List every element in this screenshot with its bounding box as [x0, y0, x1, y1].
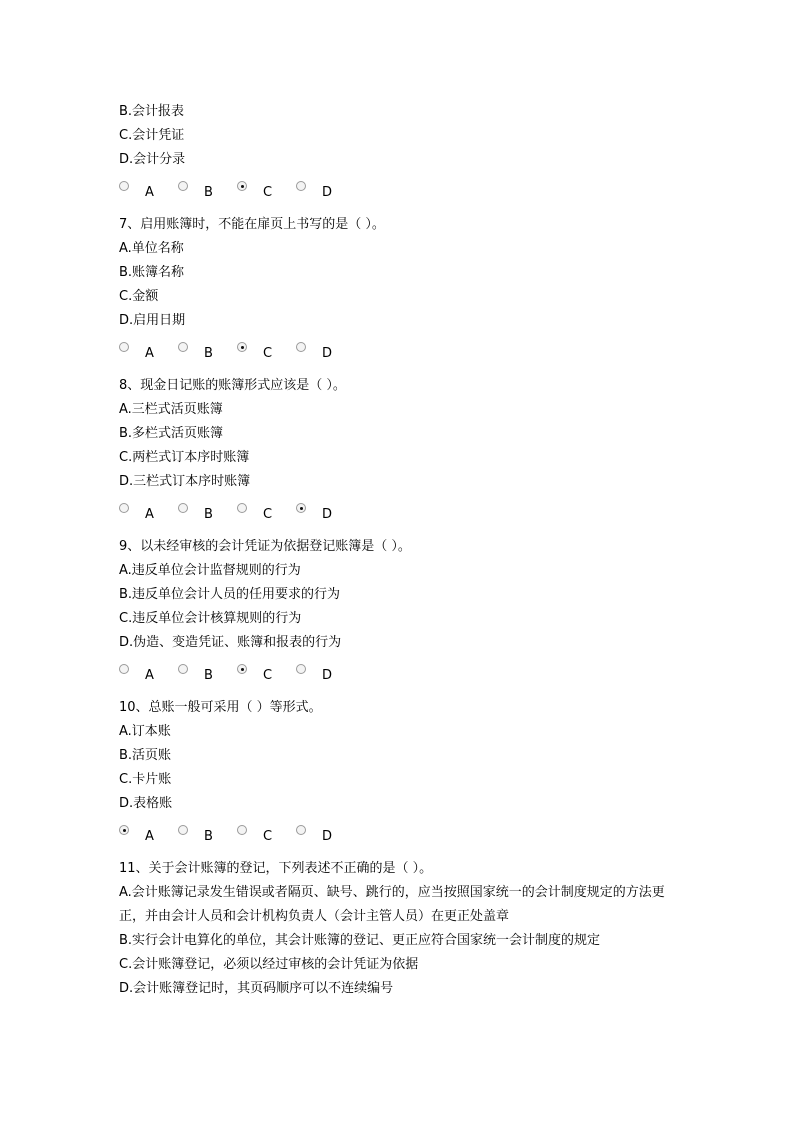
question-9-radio-option-a[interactable] — [119, 663, 159, 683]
question-6-radio-option-a[interactable] — [119, 180, 159, 200]
radio-label: B — [204, 185, 213, 200]
radio-label: B — [204, 507, 213, 522]
question-11-title: 11、关于会计账簿的登记，下列表述不正确的是（ ）。 — [119, 861, 433, 876]
question-list — [119, 100, 679, 1001]
radio-button[interactable] — [237, 664, 247, 674]
radio-button[interactable] — [119, 825, 129, 835]
radio-label: C — [263, 507, 273, 522]
question-11-option: B.实行会计电算化的单位，其会计账簿的登记、更正应符合国家统一会计制度的规定 — [119, 933, 601, 948]
question-8-radio-option-c[interactable] — [237, 502, 277, 522]
question-7-option: A.单位名称 — [119, 241, 184, 256]
radio-button[interactable] — [119, 342, 129, 352]
radio-label: A — [145, 507, 154, 522]
question-6-option: C.会计凭证 — [119, 128, 185, 143]
radio-button[interactable] — [296, 825, 306, 835]
question-7-option: C.金额 — [119, 289, 159, 304]
radio-button[interactable] — [296, 664, 306, 674]
question-9-radio-option-b[interactable] — [178, 663, 218, 683]
question-10-option: B.活页账 — [119, 748, 172, 763]
radio-button[interactable] — [178, 342, 188, 352]
question-10-radio-option-b[interactable] — [178, 824, 218, 844]
question-11-option: D.会计账簿登记时，其页码顺序可以不连续编号 — [119, 981, 394, 996]
radio-label: A — [145, 829, 154, 844]
question-8-radio-option-b[interactable] — [178, 502, 218, 522]
radio-label: A — [145, 668, 154, 683]
question-7-option: B.账簿名称 — [119, 265, 185, 280]
question-7-radio-option-c[interactable] — [237, 341, 277, 361]
radio-label: C — [263, 185, 273, 200]
radio-button[interactable] — [237, 503, 247, 513]
question-9-option: C.违反单位会计核算规则的行为 — [119, 611, 302, 626]
question-9-radio-option-d[interactable] — [296, 663, 336, 683]
question-10-radio-option-a[interactable] — [119, 824, 159, 844]
radio-button[interactable] — [119, 503, 129, 513]
question-6-option: D.会计分录 — [119, 152, 186, 167]
question-7-radio-option-a[interactable] — [119, 341, 159, 361]
question-9-title: 9、以未经审核的会计凭证为依据登记账簿是（ ）。 — [119, 539, 411, 554]
question-8-option: A.三栏式活页账簿 — [119, 402, 223, 417]
radio-button[interactable] — [237, 181, 247, 191]
question-9-option: B.违反单位会计人员的任用要求的行为 — [119, 587, 341, 602]
question-6-answer-radios — [119, 172, 679, 212]
question-8-answer-radios — [119, 494, 679, 534]
radio-button[interactable] — [296, 503, 306, 513]
radio-label: B — [204, 829, 213, 844]
radio-button[interactable] — [178, 825, 188, 835]
radio-label: B — [204, 346, 213, 361]
question-10-option: A.订本账 — [119, 724, 171, 739]
radio-label: D — [322, 829, 333, 844]
radio-label: A — [145, 346, 154, 361]
question-11-option: A.会计账簿记录发生错误或者隔页、缺号、跳行的，应当按照国家统一的会计制度规定的方法更正，并由会计人员和会计机构负责人（会计主管人员）在更正处盖章 — [119, 885, 665, 924]
question-8-option: C.两栏式订本序时账簿 — [119, 450, 250, 465]
question-6-option: B.会计报表 — [119, 104, 185, 119]
radio-button[interactable] — [237, 825, 247, 835]
radio-label: A — [145, 185, 154, 200]
question-7-option: D.启用日期 — [119, 313, 186, 328]
question-8-option: B.多栏式活页账簿 — [119, 426, 224, 441]
radio-label: D — [322, 185, 333, 200]
radio-label: C — [263, 668, 273, 683]
radio-label: D — [322, 507, 333, 522]
question-9-answer-radios — [119, 655, 679, 695]
radio-button[interactable] — [237, 342, 247, 352]
question-10-radio-option-d[interactable] — [296, 824, 336, 844]
question-9-option: D.伪造、变造凭证、账簿和报表的行为 — [119, 635, 342, 650]
question-7-radio-option-d[interactable] — [296, 341, 336, 361]
question-6-radio-option-b[interactable] — [178, 180, 218, 200]
radio-button[interactable] — [178, 181, 188, 191]
radio-button[interactable] — [119, 664, 129, 674]
question-6-radio-option-c[interactable] — [237, 180, 277, 200]
question-8-radio-option-d[interactable] — [296, 502, 336, 522]
radio-label: D — [322, 346, 333, 361]
radio-label: B — [204, 668, 213, 683]
radio-label: D — [322, 668, 333, 683]
radio-button[interactable] — [178, 503, 188, 513]
question-9-option: A.违反单位会计监督规则的行为 — [119, 563, 301, 578]
radio-label: C — [263, 346, 273, 361]
question-7-radio-option-b[interactable] — [178, 341, 218, 361]
question-10-option: C.卡片账 — [119, 772, 172, 787]
question-6-radio-option-d[interactable] — [296, 180, 336, 200]
radio-button[interactable] — [296, 181, 306, 191]
radio-button[interactable] — [119, 181, 129, 191]
radio-label: C — [263, 829, 273, 844]
question-9-radio-option-c[interactable] — [237, 663, 277, 683]
question-7-title: 7、启用账簿时，不能在扉页上书写的是（ ）。 — [119, 217, 385, 232]
question-7-answer-radios — [119, 333, 679, 373]
question-8-radio-option-a[interactable] — [119, 502, 159, 522]
question-11-option: C.会计账簿登记，必须以经过审核的会计凭证为依据 — [119, 957, 419, 972]
radio-button[interactable] — [296, 342, 306, 352]
question-10-answer-radios — [119, 816, 679, 856]
question-10-radio-option-c[interactable] — [237, 824, 277, 844]
question-8-title: 8、现金日记账的账簿形式应该是（ ）。 — [119, 378, 346, 393]
radio-button[interactable] — [178, 664, 188, 674]
question-10-title: 10、总账一般可采用（ ）等形式。 — [119, 700, 322, 715]
question-10-option: D.表格账 — [119, 796, 173, 811]
question-8-option: D.三栏式订本序时账簿 — [119, 474, 251, 489]
